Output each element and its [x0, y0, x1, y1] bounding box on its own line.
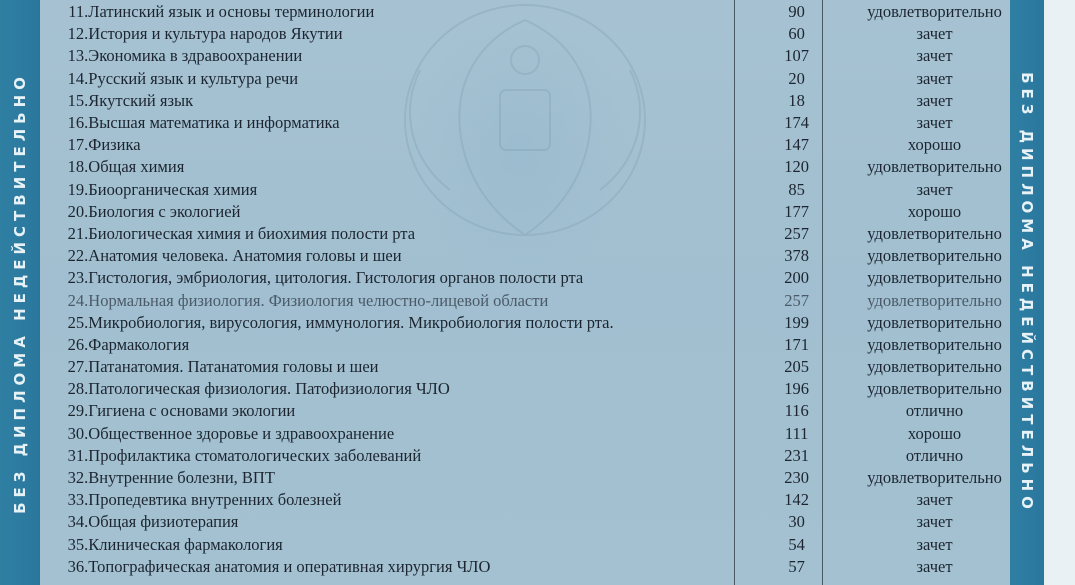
row-number: 15.	[67, 90, 89, 110]
grade-value: отлично	[905, 445, 964, 465]
subject-name: Патологическая физиология. Патофизиология ЧЛО	[88, 379, 450, 399]
hours-value: 257	[784, 290, 810, 310]
row-number: 14.	[67, 68, 89, 88]
table-row	[40, 267, 1010, 289]
subject-name: Нормальная физиология. Физиология челюстно-лицевой области	[88, 290, 549, 310]
grade-value: удовлетворительно	[867, 246, 1002, 266]
hours-value: 257	[784, 223, 810, 243]
grade-value: зачет	[916, 113, 953, 133]
table-row	[40, 511, 1010, 533]
table-row	[40, 112, 1010, 134]
row-number: 21.	[67, 223, 89, 243]
row-number: 32.	[67, 468, 89, 488]
subject-name: Биоорганическая химия	[88, 179, 258, 199]
subject-name: Биологическая химия и биохимия полости рта	[88, 223, 416, 243]
row-number: 35.	[67, 534, 89, 554]
hours-value: 85	[788, 179, 805, 199]
hours-value: 116	[784, 401, 809, 421]
hours-value: 147	[784, 135, 810, 155]
grade-value: удовлетворительно	[867, 312, 1002, 332]
table-row	[40, 289, 1010, 311]
table-row	[40, 489, 1010, 511]
subject-name: Русский язык и культура речи	[88, 68, 299, 88]
subject-name: Клиническая фармакология	[88, 534, 283, 554]
row-number: 24.	[67, 290, 89, 310]
hours-value: 20	[788, 68, 805, 88]
grades-table	[40, 1, 1010, 578]
grade-value: зачет	[916, 68, 953, 88]
row-number: 33.	[67, 490, 89, 510]
hours-value: 111	[784, 423, 809, 443]
table-row	[40, 90, 1010, 112]
subject-name: Анатомия человека. Анатомия головы и шеи	[88, 246, 402, 266]
grade-value: зачет	[916, 490, 953, 510]
left-watermark-strip	[0, 0, 40, 585]
hours-value: 60	[788, 24, 805, 44]
subject-name: Внутренние болезни, ВПТ	[88, 468, 275, 488]
subject-name: Фармакология	[88, 334, 190, 354]
row-number: 30.	[67, 423, 89, 443]
table-row	[40, 1, 1010, 23]
grade-value: хорошо	[907, 423, 962, 443]
left-watermark-text: БЕЗ ДИПЛОМА НЕДЕЙСТВИТЕЛЬНО	[11, 71, 30, 514]
row-number: 27.	[67, 357, 89, 377]
table-row	[40, 423, 1010, 445]
hours-value: 120	[784, 157, 810, 177]
hours-value: 177	[784, 201, 810, 221]
subject-name: Микробиология, вирусология, иммунология. Микробиология полости рта.	[88, 312, 614, 332]
table-row	[40, 312, 1010, 334]
hours-value: 230	[784, 468, 810, 488]
grade-value: хорошо	[907, 201, 962, 221]
page-edge	[1044, 0, 1075, 585]
table-row	[40, 556, 1010, 578]
table-row	[40, 445, 1010, 467]
table-row	[40, 400, 1010, 422]
table-row	[40, 334, 1010, 356]
row-number: 34.	[67, 512, 89, 532]
row-number: 16.	[67, 113, 89, 133]
grade-value: зачет	[916, 534, 953, 554]
row-number: 18.	[67, 157, 89, 177]
row-number: 25.	[67, 312, 89, 332]
table-row	[40, 134, 1010, 156]
row-number: 11.	[68, 2, 89, 22]
hours-value: 107	[784, 46, 810, 66]
subject-name: Высшая математика и информатика	[88, 113, 340, 133]
hours-value: 57	[788, 556, 805, 576]
table-row	[40, 179, 1010, 201]
grade-value: удовлетворительно	[867, 379, 1002, 399]
hours-value: 18	[788, 90, 805, 110]
subject-name: Патанатомия. Патанатомия головы и шеи	[88, 357, 379, 377]
hours-value: 30	[788, 512, 805, 532]
row-number: 12.	[67, 24, 89, 44]
grade-value: удовлетворительно	[867, 290, 1002, 310]
row-number: 31.	[67, 445, 89, 465]
grade-value: зачет	[916, 24, 953, 44]
hours-value: 205	[784, 357, 810, 377]
right-watermark-text: БЕЗ ДИПЛОМА НЕДЕЙСТВИТЕЛЬНО	[1018, 71, 1037, 514]
subject-name: Физика	[88, 135, 141, 155]
hours-value: 171	[784, 334, 810, 354]
grade-value: удовлетворительно	[867, 468, 1002, 488]
grade-value: удовлетворительно	[867, 268, 1002, 288]
grade-value: удовлетворительно	[867, 2, 1002, 22]
row-number: 28.	[67, 379, 89, 399]
subject-name: Пропедевтика внутренних болезней	[88, 490, 342, 510]
table-row	[40, 156, 1010, 178]
grade-value: зачет	[916, 512, 953, 532]
table-row	[40, 245, 1010, 267]
hours-value: 54	[788, 534, 805, 554]
row-number: 26.	[67, 334, 89, 354]
subject-name: Латинский язык и основы терминологии	[88, 2, 375, 22]
row-number: 13.	[67, 46, 89, 66]
hours-value: 199	[784, 312, 810, 332]
table-row	[40, 68, 1010, 90]
subject-name: Профилактика стоматологических заболеваний	[88, 445, 422, 465]
subject-name: Общая физиотерапия	[88, 512, 239, 532]
grade-value: удовлетворительно	[867, 357, 1002, 377]
grade-value: зачет	[916, 179, 953, 199]
right-watermark-strip	[1010, 0, 1044, 585]
subject-name: Экономика в здравоохранении	[88, 46, 303, 66]
grade-value: зачет	[916, 90, 953, 110]
subject-name: Общая химия	[88, 157, 185, 177]
grade-value: зачет	[916, 46, 953, 66]
grade-value: отлично	[905, 401, 964, 421]
subject-name: Общественное здоровье и здравоохранение	[88, 423, 395, 443]
grade-value: зачет	[916, 556, 953, 576]
grade-value: удовлетворительно	[867, 157, 1002, 177]
row-number: 17.	[67, 135, 89, 155]
table-row	[40, 356, 1010, 378]
subject-name: Гистология, эмбриология, цитология. Гистология органов полости рта	[88, 268, 584, 288]
row-number: 29.	[67, 401, 89, 421]
table-row	[40, 23, 1010, 45]
subject-name: Биология с экологией	[88, 201, 241, 221]
subject-name: Гигиена с основами экологии	[88, 401, 296, 421]
row-number: 19.	[67, 179, 89, 199]
table-row	[40, 223, 1010, 245]
table-row	[40, 534, 1010, 556]
table-row	[40, 201, 1010, 223]
table-row	[40, 45, 1010, 67]
grade-value: удовлетворительно	[867, 334, 1002, 354]
hours-value: 142	[784, 490, 810, 510]
hours-value: 174	[784, 113, 810, 133]
row-number: 22.	[67, 246, 89, 266]
subject-name: Якутский язык	[88, 90, 194, 110]
grade-value: хорошо	[907, 135, 962, 155]
hours-value: 90	[788, 2, 805, 22]
row-number: 36.	[67, 556, 89, 576]
table-row	[40, 378, 1010, 400]
row-number: 23.	[67, 268, 89, 288]
subject-name: История и культура народов Якутии	[88, 24, 343, 44]
hours-value: 200	[784, 268, 810, 288]
hours-value: 231	[784, 445, 810, 465]
hours-value: 378	[784, 246, 810, 266]
grade-value: удовлетворительно	[867, 223, 1002, 243]
table-row	[40, 467, 1010, 489]
hours-value: 196	[784, 379, 810, 399]
subject-name: Топографическая анатомия и оперативная хирургия ЧЛО	[88, 556, 491, 576]
row-number: 20.	[67, 201, 89, 221]
